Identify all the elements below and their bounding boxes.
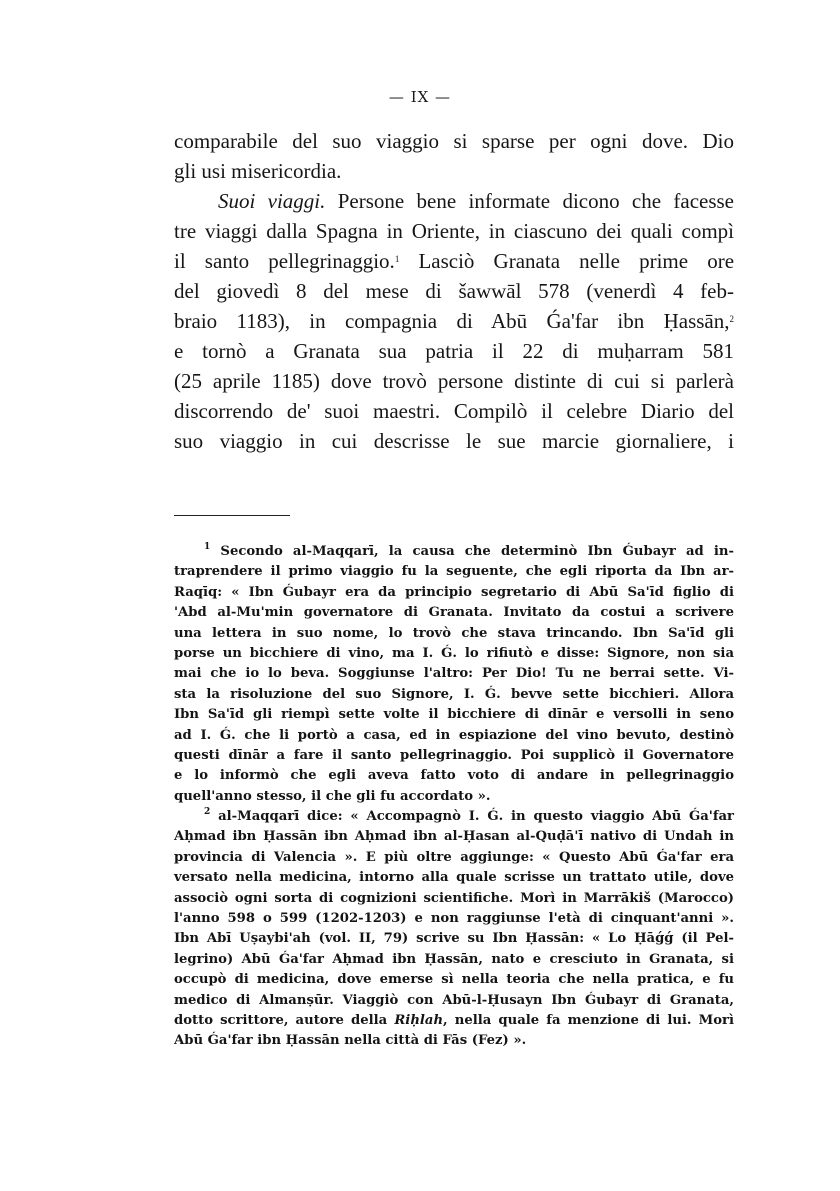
- footnote-2-line: versato nella medicina, intorno alla quale scrisse un trattato utile, dove: [174, 870, 734, 886]
- footnote-ref-1[interactable]: 1: [394, 254, 400, 264]
- text-line: e tornò a Granata sua patria il 22 di muḥarram 581: [174, 339, 734, 363]
- text-line: (25 aprile 1185) dove trovò persone distinte di cui si parlerà: [174, 369, 734, 393]
- footnote-2-line: associò ogni sorta di cognizioni scientifiche. Morì in Marrākiš (Marocco): [174, 890, 734, 906]
- footnote-1-line: Ibn Sa'īd gli riempì sette volte il bicchiere di dīnār e versolli in seno: [174, 707, 734, 723]
- text-fragment: il santo pellegrinaggio.: [174, 249, 395, 273]
- footnote-1-line: porse un bicchiere di vino, ma I. Ǵ. lo rifiutò e disse: Signore, non sia: [174, 645, 734, 661]
- footnote-1-line: quell'anno stesso, il che gli fu accordato ».: [174, 788, 491, 804]
- footnotes: [174, 542, 734, 1052]
- footnote-2-line: dotto scrittore, autore della Riḥlah, nella quale fa menzione di lui. Morì: [174, 1012, 734, 1028]
- footnote-1-line: $^1$ Secondo al-Maqqarī, la causa che determinò Ibn Ǵubayr ad in-: [204, 542, 734, 559]
- text-line: del giovedì 8 del mese di šawwāl 578 (venerdì 4 feb-: [174, 279, 734, 303]
- footnote-1-line: traprendere il primo viaggio fu la seguente, che egli riporta da Ibn ar-: [174, 564, 734, 580]
- text-fragment: braio 1183), in compagnia di Abū Ǵa'far ibn Ḥassān,: [174, 309, 730, 333]
- footnote-1-line: 'Abd al-Mu'min governatore di Granata. Invitato da costui a scrivere: [174, 605, 734, 621]
- book-title: Riḥlah: [394, 1012, 444, 1028]
- footnote-2-line: legrino) Abū Ǵa'far Aḥmad ibn Ḥassān, nato e cresciuto in Granata, si: [174, 951, 734, 967]
- footnote-2-line: l'anno 598 o 599 (1202-1203) e non raggiunse l'età di cinquant'anni ».: [174, 911, 734, 927]
- footnote-2-line: Aḥmad ibn Ḥassān ibn Aḥmad ibn al-Ḥasan al-Quḍā'ī nativo di Undah in: [174, 829, 734, 845]
- text-line: gli usi misericordia.: [174, 159, 342, 183]
- footnote-1-line: Raqīq: « Ibn Ǵubayr era da principio segretario di Abū Sa'īd figlio di: [174, 584, 734, 600]
- footnote-1-line: ad I. Ǵ. che li portò a casa, ed in espiazione del vino bevuto, destinò: [174, 727, 734, 743]
- section-heading: Suoi viaggi.: [218, 189, 326, 213]
- text-line: comparabile del suo viaggio si sparse per ogni dove. Dio: [174, 129, 734, 153]
- text-line: [174, 306, 734, 336]
- footnote-1-line: una lettera in suo nome, lo trovò che stava trincando. Ibn Sa'īd gli: [174, 625, 734, 641]
- text-fragment: Lasciò Granata nelle prime ore: [418, 249, 735, 273]
- text-line: tre viaggi dalla Spagna in Oriente, in ciascuno dei quali compì: [174, 219, 734, 243]
- footnote-2-line: $^2$ al-Maqqarī dice: « Accompagnò I. Ǵ. in questo viaggio Abū Ǵa'far: [204, 807, 735, 825]
- text-line: [174, 246, 734, 276]
- footnote-1-line: sta la risoluzione del suo Signore, I. Ǵ. bevve sette bicchieri. Allora: [174, 686, 734, 702]
- footnote-2-line: Abū Ǵa'far ibn Ḥassān nella città di Fās (Fez) ».: [174, 1033, 527, 1049]
- text-fragment: Persone bene informate dicono che facesse: [337, 189, 735, 213]
- main-text: [174, 126, 734, 456]
- text-line: suo viaggio in cui descrisse le sue marcie giornaliere, i: [174, 429, 734, 453]
- text-line: discorrendo de' suoi maestri. Compilò il celebre Diario del: [174, 399, 734, 423]
- footnote-2-line: occupò di medicina, dove emerse sì nella teoria che nella pratica, e fu: [174, 972, 734, 988]
- text-line: [174, 186, 734, 216]
- page-number: — IX —: [388, 88, 452, 106]
- footnote-ref-2[interactable]: 2: [729, 314, 734, 324]
- footnote-2-line: Ibn Abī Uṣaybi'ah (vol. II, 79) scrive su Ibn Ḥassān: « Lo Ḥāǵǵ (il Pel-: [174, 931, 734, 947]
- footnote-2-line: medico di Almanṣūr. Viaggiò con Abū-l-Ḥusayn Ibn Ǵubayr di Granata,: [174, 992, 734, 1008]
- footnote-1-line: questi dīnār a fare il santo pellegrinaggio. Poi supplicò il Governatore: [174, 747, 734, 763]
- footnote-1-line: mai che io lo beva. Soggiunse l'altro: Per Dio! Tu ne berrai sette. Vi-: [174, 666, 734, 682]
- footnote-2-line: provincia di Valencia ». E più oltre aggiunge: « Questo Abū Ǵa'far era: [174, 849, 734, 865]
- footnote-1-line: e lo informò che egli aveva fatto voto di andare in pellegrinaggio: [174, 768, 734, 784]
- footnote-marker-2: 2: [204, 807, 211, 818]
- footnote-marker-1: 1: [204, 542, 211, 552]
- footnote-separator: [174, 515, 290, 516]
